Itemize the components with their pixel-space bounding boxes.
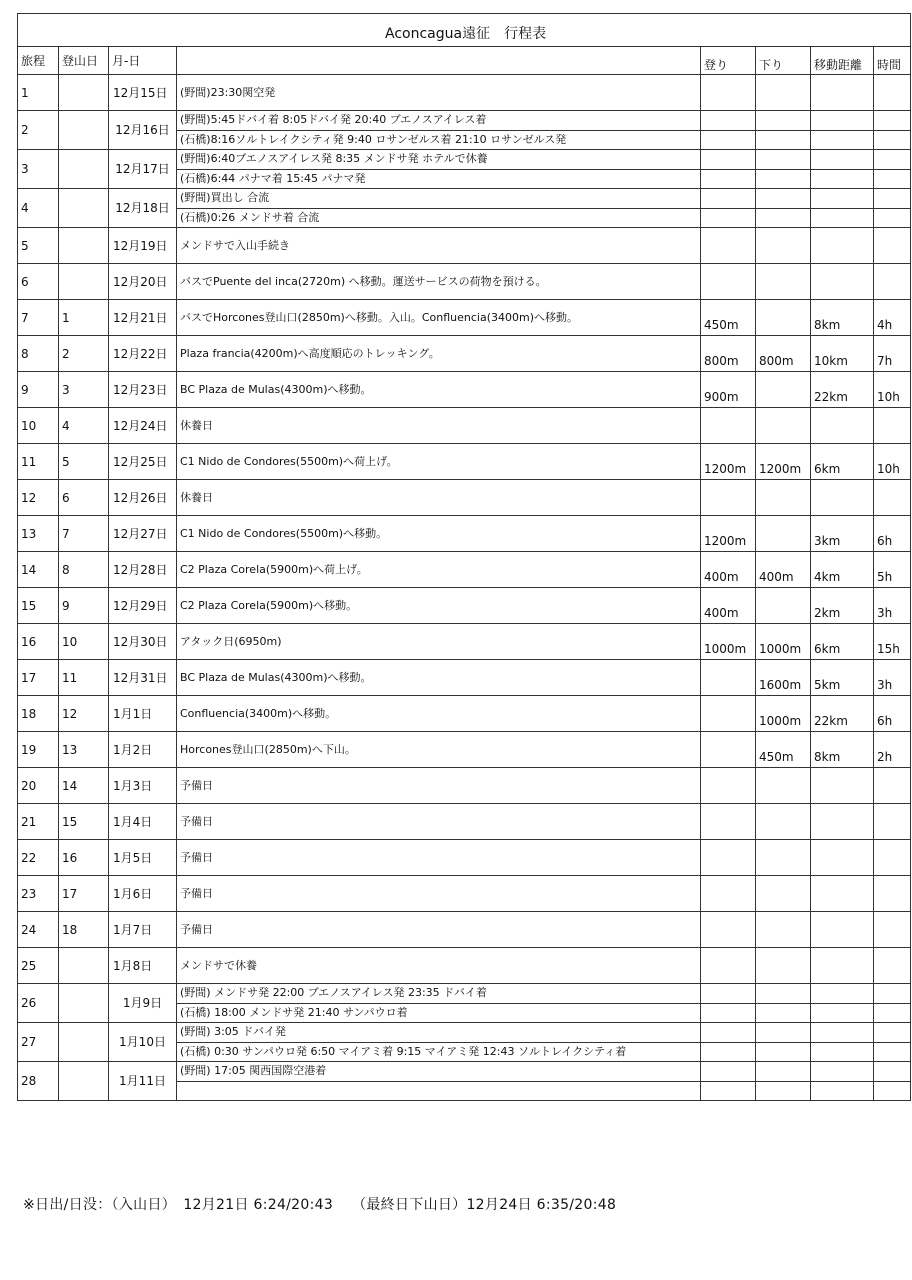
time-cell: 3h <box>874 588 911 624</box>
date-cell: 12月29日 <box>109 588 177 624</box>
header-time: 時間 <box>874 47 911 75</box>
table-row <box>18 768 911 804</box>
date-cell: 1月9日 <box>109 984 177 1023</box>
description-cell: (石橋) 18:00 メンドサ発 21:40 サンパウロ着 <box>177 1003 701 1023</box>
header-description <box>177 47 701 75</box>
table-row <box>18 444 911 480</box>
down-cell <box>756 1023 811 1043</box>
down-cell <box>756 912 811 948</box>
description-cell: 休養日 <box>177 408 701 444</box>
down-cell <box>756 804 811 840</box>
table-row <box>18 189 911 209</box>
down-cell-extra <box>756 208 811 228</box>
dist-cell: 5km <box>811 660 874 696</box>
date-cell: 1月8日 <box>109 948 177 984</box>
up-cell <box>701 660 756 696</box>
up-cell <box>701 408 756 444</box>
down-cell <box>756 372 811 408</box>
time-cell <box>874 408 911 444</box>
dist-cell <box>811 264 874 300</box>
trip-day-cell: 14 <box>18 552 59 588</box>
description-cell: (野間)23:30関空発 <box>177 75 701 111</box>
table-row <box>18 804 911 840</box>
dist-cell: 3km <box>811 516 874 552</box>
description-cell: 予備日 <box>177 768 701 804</box>
dist-cell <box>811 912 874 948</box>
trip-day-cell: 16 <box>18 624 59 660</box>
time-cell <box>874 804 911 840</box>
trip-day-cell: 25 <box>18 948 59 984</box>
climb-day-cell <box>59 150 109 189</box>
climb-day-cell: 11 <box>59 660 109 696</box>
up-cell <box>701 75 756 111</box>
table-row <box>18 300 911 336</box>
down-cell: 450m <box>756 732 811 768</box>
down-cell: 1600m <box>756 660 811 696</box>
table-row <box>18 696 911 732</box>
description-cell: 予備日 <box>177 912 701 948</box>
description-cell: (野間) 3:05 ドバイ発 <box>177 1023 701 1043</box>
up-cell <box>701 228 756 264</box>
up-cell <box>701 768 756 804</box>
description-cell: C2 Plaza Corela(5900m)へ移動。 <box>177 588 701 624</box>
down-cell: 1000m <box>756 624 811 660</box>
time-cell <box>874 1062 911 1082</box>
down-cell-extra <box>756 1081 811 1101</box>
trip-day-cell: 27 <box>18 1023 59 1062</box>
dist-cell <box>811 948 874 984</box>
table-row <box>18 876 911 912</box>
description-cell: (野間)5:45ドバイ着 8:05ドバイ発 20:40 ブエノスアイレス着 <box>177 111 701 131</box>
up-cell-extra <box>701 130 756 150</box>
time-cell: 2h <box>874 732 911 768</box>
table-row <box>18 408 911 444</box>
down-cell <box>756 111 811 131</box>
description-cell: 予備日 <box>177 804 701 840</box>
dist-cell: 22km <box>811 696 874 732</box>
table-row <box>18 480 911 516</box>
down-cell <box>756 588 811 624</box>
down-cell <box>756 150 811 170</box>
time-cell: 7h <box>874 336 911 372</box>
trip-day-cell: 19 <box>18 732 59 768</box>
dist-cell-extra <box>811 130 874 150</box>
dist-cell: 8km <box>811 732 874 768</box>
date-cell: 12月24日 <box>109 408 177 444</box>
trip-day-cell: 15 <box>18 588 59 624</box>
date-cell: 12月22日 <box>109 336 177 372</box>
trip-day-cell: 20 <box>18 768 59 804</box>
table-row <box>18 75 911 111</box>
down-cell <box>756 480 811 516</box>
climb-day-cell: 15 <box>59 804 109 840</box>
date-cell: 12月25日 <box>109 444 177 480</box>
trip-day-cell: 7 <box>18 300 59 336</box>
time-cell: 3h <box>874 660 911 696</box>
down-cell <box>756 228 811 264</box>
description-cell: BC Plaza de Mulas(4300m)へ移動。 <box>177 660 701 696</box>
down-cell <box>756 264 811 300</box>
trip-day-cell: 10 <box>18 408 59 444</box>
dist-cell-extra <box>811 208 874 228</box>
down-cell-extra <box>756 1042 811 1062</box>
climb-day-cell: 10 <box>59 624 109 660</box>
dist-cell-extra <box>811 1042 874 1062</box>
time-cell <box>874 840 911 876</box>
up-cell <box>701 696 756 732</box>
dist-cell <box>811 984 874 1004</box>
up-cell: 400m <box>701 588 756 624</box>
header-trip: 旅程 <box>18 47 59 75</box>
down-cell: 1200m <box>756 444 811 480</box>
up-cell <box>701 984 756 1004</box>
description-cell: Confluencia(3400m)へ移動。 <box>177 696 701 732</box>
dist-cell: 8km <box>811 300 874 336</box>
up-cell <box>701 804 756 840</box>
time-cell-extra <box>874 1042 911 1062</box>
climb-day-cell: 9 <box>59 588 109 624</box>
table-row <box>18 1062 911 1082</box>
dist-cell <box>811 228 874 264</box>
climb-day-cell: 2 <box>59 336 109 372</box>
up-cell: 900m <box>701 372 756 408</box>
climb-day-cell: 17 <box>59 876 109 912</box>
description-cell: (野間) メンドサ発 22:00 ブエノスアイレス発 23:35 ドバイ着 <box>177 984 701 1004</box>
date-cell: 1月1日 <box>109 696 177 732</box>
time-cell <box>874 189 911 209</box>
time-cell: 10h <box>874 372 911 408</box>
date-cell: 12月19日 <box>109 228 177 264</box>
description-cell: Horcones登山口(2850m)へ下山。 <box>177 732 701 768</box>
climb-day-cell <box>59 189 109 228</box>
time-cell <box>874 480 911 516</box>
trip-day-cell: 3 <box>18 150 59 189</box>
trip-day-cell: 28 <box>18 1062 59 1101</box>
header-date: 月-日 <box>109 47 177 75</box>
up-cell <box>701 948 756 984</box>
date-cell: 12月17日 <box>109 150 177 189</box>
dist-cell: 4km <box>811 552 874 588</box>
description-cell: C2 Plaza Corela(5900m)へ荷上げ。 <box>177 552 701 588</box>
trip-day-cell: 22 <box>18 840 59 876</box>
table-row <box>18 732 911 768</box>
up-cell <box>701 732 756 768</box>
time-cell-extra <box>874 1003 911 1023</box>
time-cell <box>874 111 911 131</box>
climb-day-cell: 18 <box>59 912 109 948</box>
table-row <box>18 372 911 408</box>
table-row <box>18 660 911 696</box>
time-cell <box>874 75 911 111</box>
table-row <box>18 1023 911 1043</box>
dist-cell <box>811 189 874 209</box>
down-cell <box>756 1062 811 1082</box>
table-row <box>18 624 911 660</box>
dist-cell: 6km <box>811 444 874 480</box>
date-cell: 1月10日 <box>109 1023 177 1062</box>
date-cell: 12月26日 <box>109 480 177 516</box>
date-cell: 12月27日 <box>109 516 177 552</box>
description-cell: (野間)6:40ブエノスアイレス発 8:35 メンドサ発 ホテルで休養 <box>177 150 701 170</box>
time-cell: 6h <box>874 696 911 732</box>
down-cell <box>756 189 811 209</box>
date-cell: 12月28日 <box>109 552 177 588</box>
up-cell: 1200m <box>701 516 756 552</box>
trip-day-cell: 2 <box>18 111 59 150</box>
dist-cell <box>811 1023 874 1043</box>
table-row <box>18 150 911 170</box>
down-cell <box>756 408 811 444</box>
description-cell: (野間) 17:05 関西国際空港着 <box>177 1062 701 1082</box>
table-row <box>18 228 911 264</box>
dist-cell <box>811 111 874 131</box>
table-row <box>18 912 911 948</box>
description-cell: バスでHorcones登山口(2850m)へ移動。入山。Confluencia(3400m)へ移動。 <box>177 300 701 336</box>
up-cell: 450m <box>701 300 756 336</box>
down-cell <box>756 516 811 552</box>
time-cell: 10h <box>874 444 911 480</box>
date-cell: 12月18日 <box>109 189 177 228</box>
time-cell <box>874 228 911 264</box>
up-cell <box>701 840 756 876</box>
sunrise-sunset-note: ※日出/日没：（入山日） 12月21日 6:24/20:43 （最終日下山日）12月24日 6:35/20:48 <box>23 1197 617 1213</box>
time-cell-extra <box>874 169 911 189</box>
trip-day-cell: 4 <box>18 189 59 228</box>
trip-day-cell: 6 <box>18 264 59 300</box>
trip-day-cell: 21 <box>18 804 59 840</box>
up-cell-extra <box>701 169 756 189</box>
up-cell <box>701 1062 756 1082</box>
time-cell <box>874 1023 911 1043</box>
table-row <box>18 552 911 588</box>
climb-day-cell: 16 <box>59 840 109 876</box>
date-cell: 12月16日 <box>109 111 177 150</box>
climb-day-cell <box>59 984 109 1023</box>
header-descent: 下り <box>756 47 811 75</box>
trip-day-cell: 1 <box>18 75 59 111</box>
description-cell: BC Plaza de Mulas(4300m)へ移動。 <box>177 372 701 408</box>
trip-day-cell: 24 <box>18 912 59 948</box>
description-cell: (石橋)0:26 メンドサ着 合流 <box>177 208 701 228</box>
up-cell <box>701 189 756 209</box>
down-cell: 400m <box>756 552 811 588</box>
trip-day-cell: 8 <box>18 336 59 372</box>
climb-day-cell <box>59 75 109 111</box>
dist-cell <box>811 804 874 840</box>
up-cell <box>701 264 756 300</box>
climb-day-cell: 5 <box>59 444 109 480</box>
itinerary-table <box>17 13 911 1101</box>
climb-day-cell <box>59 1062 109 1101</box>
table-row <box>18 336 911 372</box>
trip-day-cell: 9 <box>18 372 59 408</box>
date-cell: 1月7日 <box>109 912 177 948</box>
up-cell <box>701 912 756 948</box>
down-cell <box>756 75 811 111</box>
dist-cell <box>811 768 874 804</box>
table-row <box>18 516 911 552</box>
dist-cell-extra <box>811 169 874 189</box>
table-title: Aconcagua遠征 行程表 <box>18 14 911 47</box>
time-cell: 4h <box>874 300 911 336</box>
up-cell-extra <box>701 1042 756 1062</box>
header-ascent: 登り <box>701 47 756 75</box>
up-cell: 1000m <box>701 624 756 660</box>
description-cell: 予備日 <box>177 840 701 876</box>
table-row <box>18 948 911 984</box>
dist-cell-extra <box>811 1081 874 1101</box>
date-cell: 12月30日 <box>109 624 177 660</box>
dist-cell <box>811 150 874 170</box>
down-cell-extra <box>756 1003 811 1023</box>
description-cell: (石橋)8:16ソルトレイクシティ発 9:40 ロサンゼルス着 21:10 ロサンゼルス発 <box>177 130 701 150</box>
climb-day-cell <box>59 111 109 150</box>
header-climb-day: 登山日 <box>59 47 109 75</box>
time-cell-extra <box>874 130 911 150</box>
climb-day-cell: 3 <box>59 372 109 408</box>
trip-day-cell: 12 <box>18 480 59 516</box>
description-cell: アタック日(6950m) <box>177 624 701 660</box>
trip-day-cell: 26 <box>18 984 59 1023</box>
down-cell <box>756 948 811 984</box>
trip-day-cell: 13 <box>18 516 59 552</box>
climb-day-cell <box>59 948 109 984</box>
climb-day-cell: 7 <box>59 516 109 552</box>
down-cell <box>756 876 811 912</box>
dist-cell: 6km <box>811 624 874 660</box>
up-cell <box>701 150 756 170</box>
time-cell <box>874 768 911 804</box>
climb-day-cell <box>59 1023 109 1062</box>
down-cell <box>756 984 811 1004</box>
dist-cell <box>811 480 874 516</box>
description-cell: 予備日 <box>177 876 701 912</box>
date-cell: 1月5日 <box>109 840 177 876</box>
climb-day-cell <box>59 264 109 300</box>
description-cell: バスでPuente del inca(2720m) へ移動。運送サービスの荷物を預ける。 <box>177 264 701 300</box>
date-cell: 12月15日 <box>109 75 177 111</box>
up-cell <box>701 1023 756 1043</box>
up-cell: 1200m <box>701 444 756 480</box>
dist-cell <box>811 408 874 444</box>
climb-day-cell <box>59 228 109 264</box>
dist-cell: 2km <box>811 588 874 624</box>
time-cell: 6h <box>874 516 911 552</box>
climb-day-cell: 12 <box>59 696 109 732</box>
up-cell-extra <box>701 1003 756 1023</box>
date-cell: 1月4日 <box>109 804 177 840</box>
trip-day-cell: 17 <box>18 660 59 696</box>
description-cell: (野間)買出し 合流 <box>177 189 701 209</box>
time-cell <box>874 912 911 948</box>
up-cell <box>701 876 756 912</box>
trip-day-cell: 5 <box>18 228 59 264</box>
date-cell: 1月3日 <box>109 768 177 804</box>
date-cell: 1月2日 <box>109 732 177 768</box>
date-cell: 12月31日 <box>109 660 177 696</box>
description-cell: メンドサで入山手続き <box>177 228 701 264</box>
description-cell: メンドサで休養 <box>177 948 701 984</box>
climb-day-cell: 13 <box>59 732 109 768</box>
description-cell: (石橋) 0:30 サンパウロ発 6:50 マイアミ着 9:15 マイアミ発 12:43 ソルトレイクシティ着 <box>177 1042 701 1062</box>
description-cell: (石橋)6:44 パナマ着 15:45 パナマ発 <box>177 169 701 189</box>
table-row <box>18 984 911 1004</box>
climb-day-cell: 1 <box>59 300 109 336</box>
down-cell-extra <box>756 130 811 150</box>
down-cell <box>756 300 811 336</box>
time-cell <box>874 150 911 170</box>
up-cell: 400m <box>701 552 756 588</box>
time-cell: 5h <box>874 552 911 588</box>
down-cell-extra <box>756 169 811 189</box>
climb-day-cell: 6 <box>59 480 109 516</box>
dist-cell: 22km <box>811 372 874 408</box>
dist-cell: 10km <box>811 336 874 372</box>
up-cell-extra <box>701 208 756 228</box>
dist-cell <box>811 840 874 876</box>
up-cell-extra <box>701 1081 756 1101</box>
down-cell <box>756 840 811 876</box>
description-cell: Plaza francia(4200m)へ高度順応のトレッキング。 <box>177 336 701 372</box>
time-cell <box>874 876 911 912</box>
trip-day-cell: 11 <box>18 444 59 480</box>
climb-day-cell: 8 <box>59 552 109 588</box>
down-cell: 1000m <box>756 696 811 732</box>
climb-day-cell: 4 <box>59 408 109 444</box>
table-body <box>18 75 911 1101</box>
table-row <box>18 111 911 131</box>
description-cell: C1 Nido de Condores(5500m)へ移動。 <box>177 516 701 552</box>
date-cell: 12月20日 <box>109 264 177 300</box>
dist-cell <box>811 876 874 912</box>
time-cell-extra <box>874 1081 911 1101</box>
down-cell: 800m <box>756 336 811 372</box>
dist-cell <box>811 1062 874 1082</box>
trip-day-cell: 18 <box>18 696 59 732</box>
date-cell: 12月21日 <box>109 300 177 336</box>
up-cell <box>701 480 756 516</box>
climb-day-cell: 14 <box>59 768 109 804</box>
up-cell <box>701 111 756 131</box>
header-distance: 移動距離 <box>811 47 874 75</box>
time-cell <box>874 984 911 1004</box>
table-row <box>18 840 911 876</box>
description-cell <box>177 1081 701 1101</box>
time-cell: 15h <box>874 624 911 660</box>
date-cell: 1月11日 <box>109 1062 177 1101</box>
dist-cell <box>811 75 874 111</box>
time-cell <box>874 264 911 300</box>
up-cell: 800m <box>701 336 756 372</box>
description-cell: C1 Nido de Condores(5500m)へ荷上げ。 <box>177 444 701 480</box>
time-cell <box>874 948 911 984</box>
date-cell: 1月6日 <box>109 876 177 912</box>
dist-cell-extra <box>811 1003 874 1023</box>
table-row <box>18 264 911 300</box>
table-row <box>18 588 911 624</box>
time-cell-extra <box>874 208 911 228</box>
trip-day-cell: 23 <box>18 876 59 912</box>
down-cell <box>756 768 811 804</box>
date-cell: 12月23日 <box>109 372 177 408</box>
description-cell: 休養日 <box>177 480 701 516</box>
